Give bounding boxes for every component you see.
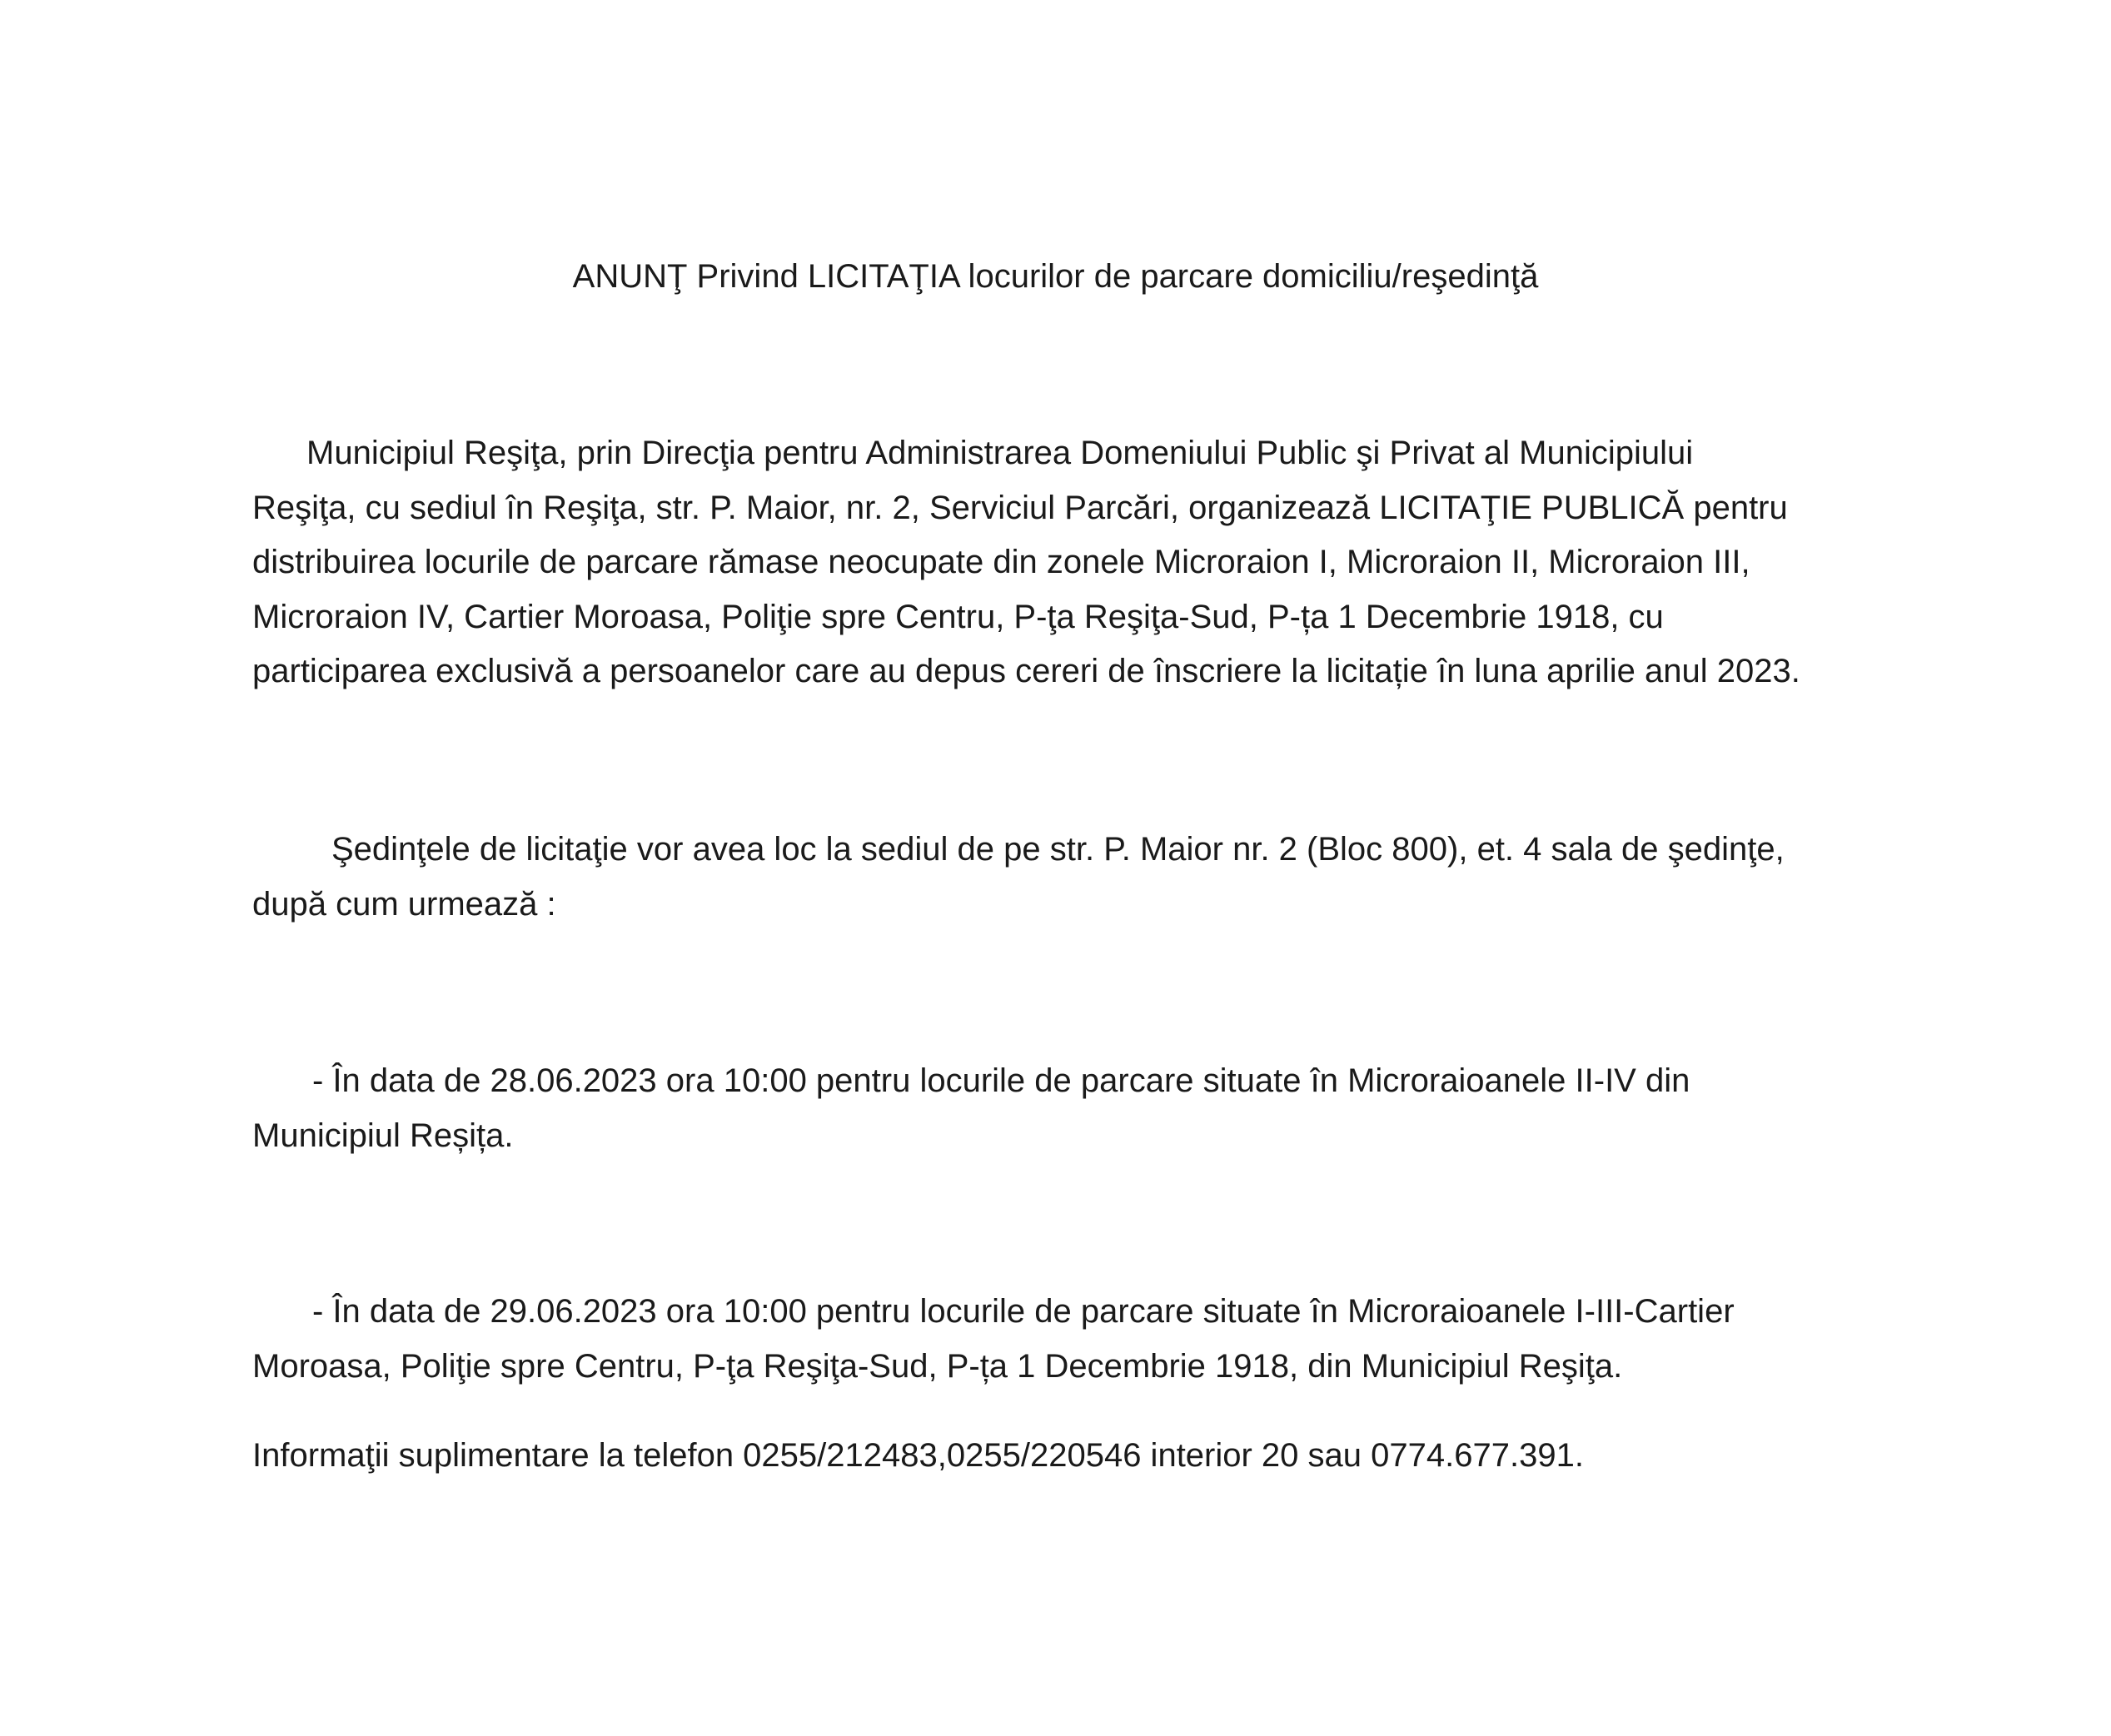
schedule-item xyxy=(252,1054,1909,1163)
sessions-line: după cum urmează : xyxy=(252,885,556,923)
schedule-item xyxy=(252,1285,1909,1394)
schedule-item-line: Moroasa, Poliţie spre Centru, P-ţa Reşiţa-Sud, P-ța 1 Decembrie 1918, din Municipiul Reşiţa. xyxy=(252,1347,1623,1385)
intro-line: Microraion IV, Cartier Moroasa, Poliţie spre Centru, P-ţa Reşiţa-Sud, P-ța 1 Decembrie 1918, cu xyxy=(252,598,1664,635)
intro-line: Reşiţa, cu sediul în Reşiţa, str. P. Maior, nr. 2, Serviciul Parcări, organizează LICITAŢIE PUBLICĂ pentru xyxy=(252,489,1788,526)
schedule-item-line: - În data de 29.06.2023 ora 10:00 pentru locurile de parcare situate în Microraioanele I-III-Cartier xyxy=(312,1293,1735,1330)
announcement-title: ANUNŢ Privind LICITAŢIA locurilor de parcare domiciliu/reşedinţă xyxy=(572,258,1539,295)
intro-line: participarea exclusivă a persoanelor care au depus cereri de înscriere la licitație în luna aprilie anul 2023. xyxy=(252,653,1800,690)
contact-info xyxy=(252,1429,1909,1484)
intro-paragraph xyxy=(252,426,1909,699)
intro-line: distribuirea locurile de parcare rămase neocupate din zonele Microraion I, Microraion II, Microraion III, xyxy=(252,544,1750,581)
schedule-item-line: Municipiul Reșița. xyxy=(252,1117,514,1154)
sessions-paragraph xyxy=(252,823,1909,932)
intro-line: Municipiul Reşiţa, prin Direcţia pentru Administrarea Domeniului Public şi Privat al Municipiului xyxy=(306,435,1694,471)
contact-info-line: Informaţii suplimentare la telefon 0255/212483,0255/220546 interior 20 sau 0774.677.391. xyxy=(252,1437,1584,1474)
sessions-line: Şedinţele de licitaţie vor avea loc la sediul de pe str. P. Maior nr. 2 (Bloc 800), et. 4 sala de şedinţe, xyxy=(331,831,1785,868)
schedule-item-line: - În data de 28.06.2023 ora 10:00 pentru locurile de parcare situate în Microraioanele II-IV din xyxy=(312,1062,1690,1099)
